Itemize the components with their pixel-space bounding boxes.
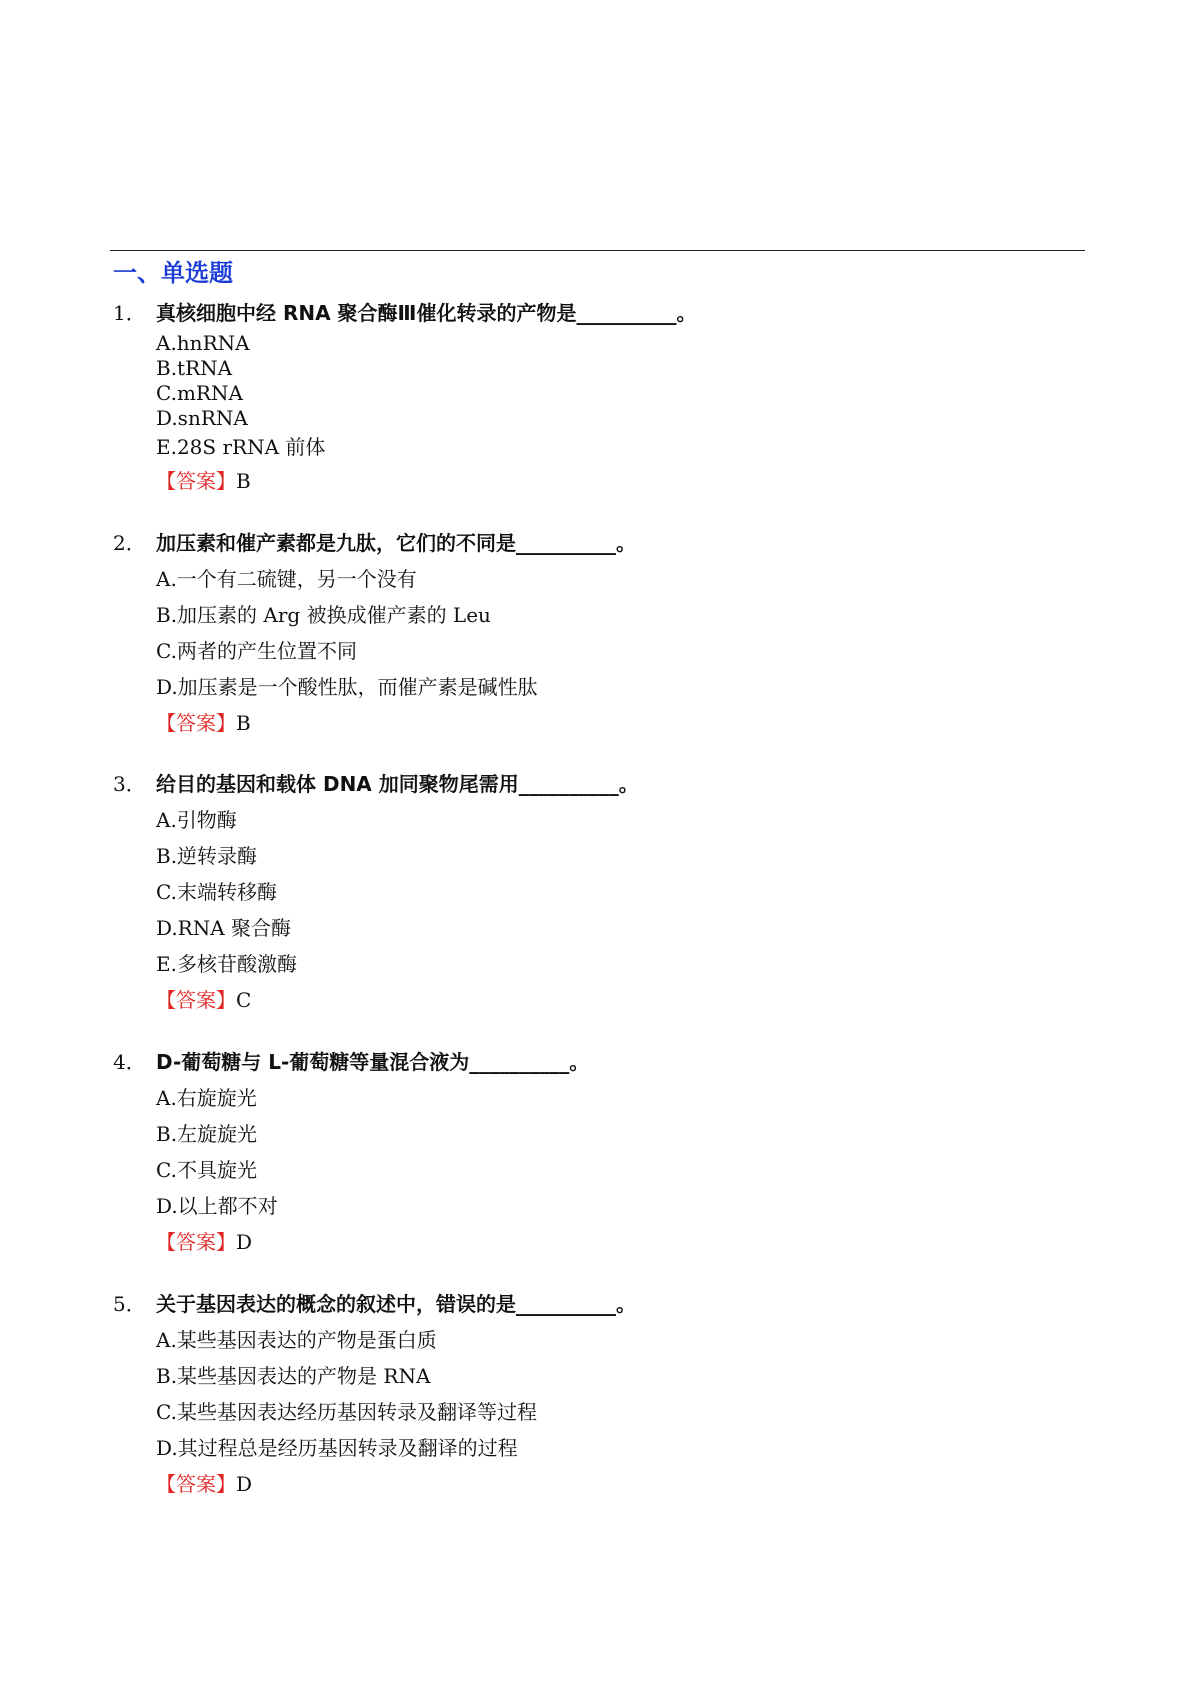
question-stem [113, 1286, 1073, 1322]
option-a: A.某些基因表达的产物是蛋白质 [156, 1328, 437, 1352]
option-c: C.mRNA [156, 381, 243, 405]
question-number: 1． [113, 301, 146, 325]
answer-line [156, 1224, 1073, 1260]
question-stem [113, 295, 1073, 331]
answer-label: 【答案】 [156, 988, 236, 1012]
question-number: 4． [113, 1050, 146, 1074]
header-rule [110, 250, 1085, 251]
option-a: A.引物酶 [156, 808, 237, 832]
option-e: E.多核苷酸激酶 [156, 952, 297, 976]
option-d: D.其过程总是经历基因转录及翻译的过程 [156, 1436, 518, 1460]
answer-value: C [236, 988, 252, 1012]
option-d: D.snRNA [156, 406, 248, 430]
answer-value: D [236, 1230, 253, 1254]
answer-line [156, 463, 1073, 499]
option-a: A.一个有二硫键，另一个没有 [156, 567, 417, 591]
answer-line [156, 705, 1073, 741]
answer-line [156, 1466, 1073, 1502]
question-stem [113, 766, 1073, 802]
question-stem [113, 525, 1073, 561]
answer-label: 【答案】 [156, 469, 236, 493]
option-e: E.28S rRNA 前体 [156, 435, 326, 459]
section-title: 一、单选题 [113, 259, 233, 287]
option-a: A.hnRNA [156, 331, 250, 355]
question-5 [113, 1286, 1073, 1502]
option-d: D.RNA 聚合酶 [156, 916, 292, 940]
option-b: B.逆转录酶 [156, 844, 258, 868]
answer-label: 【答案】 [156, 711, 236, 735]
answer-value: B [236, 469, 251, 493]
question-1 [113, 295, 1073, 499]
question-stem [113, 1044, 1073, 1080]
question-text: 加压素和催产素都是九肽，它们的不同是__________。 [156, 531, 636, 555]
option-b: B.某些基因表达的产物是 RNA [156, 1364, 431, 1388]
option-c: C.末端转移酶 [156, 880, 277, 904]
option-c: C.不具旋光 [156, 1158, 257, 1182]
answer-line [156, 982, 1073, 1018]
option-d: D.以上都不对 [156, 1194, 278, 1218]
option-b: B.加压素的 Arg 被换成催产素的 Leu [156, 603, 491, 627]
answer-label: 【答案】 [156, 1472, 236, 1496]
question-text: 关于基因表达的概念的叙述中，错误的是__________。 [156, 1292, 636, 1316]
option-b: B.tRNA [156, 356, 233, 380]
answer-value: B [236, 711, 251, 735]
question-text: 给目的基因和载体 DNA 加同聚物尾需用__________。 [156, 772, 639, 796]
question-3 [113, 766, 1073, 1018]
answer-value: D [236, 1472, 253, 1496]
option-c: C.某些基因表达经历基因转录及翻译等过程 [156, 1400, 537, 1424]
question-text: 真核细胞中经 RNA 聚合酶Ⅲ催化转录的产物是__________。 [156, 301, 697, 325]
answer-label: 【答案】 [156, 1230, 236, 1254]
question-4 [113, 1044, 1073, 1260]
option-a: A.右旋旋光 [156, 1086, 257, 1110]
question-number: 2． [113, 531, 146, 555]
option-c: C.两者的产生位置不同 [156, 639, 357, 663]
question-number: 3． [113, 772, 146, 796]
question-text: D-葡萄糖与 L-葡萄糖等量混合液为__________。 [156, 1050, 590, 1074]
option-b: B.左旋旋光 [156, 1122, 258, 1146]
question-2 [113, 525, 1073, 741]
option-d: D.加压素是一个酸性肽，而催产素是碱性肽 [156, 675, 538, 699]
question-number: 5． [113, 1292, 146, 1316]
